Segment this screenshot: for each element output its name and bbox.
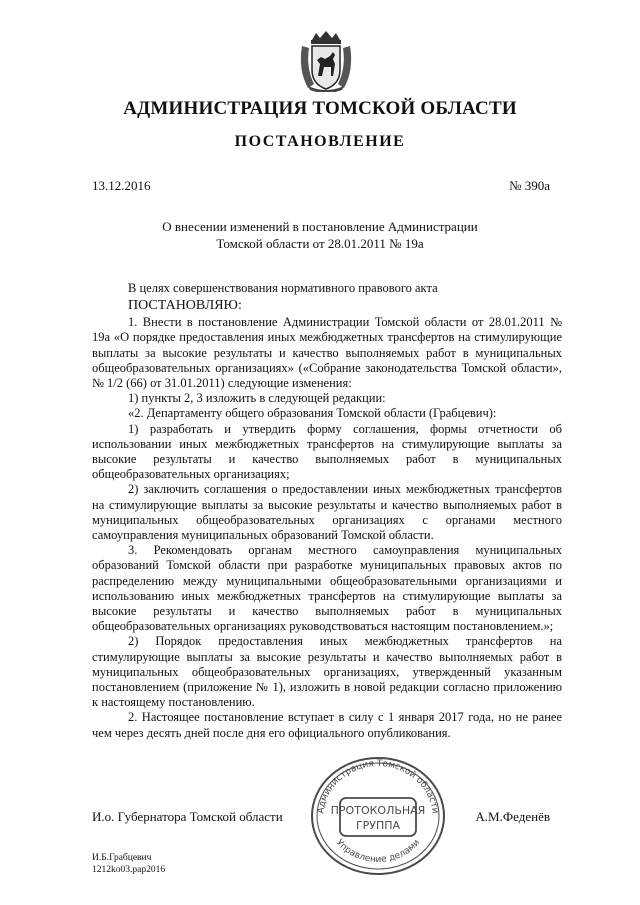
paragraph-1: 1. Внести в постановление Администрации Томской области от 28.01.2011 № 19а «О порядке предоставления иных межбюджетных трансфертов на стимулирующие выплаты за высокие результаты и качество выполняемых работ в муниципальных общеобразовательных организациях» («Собрание законодательства Томской области», № 1/2 (66) от 31.01.2011) следующие изменения: <box>92 315 562 391</box>
signatory-position: И.о. Губернатора Томской области <box>92 809 283 824</box>
decree-word: ПОСТАНОВЛЯЮ: <box>128 298 242 314</box>
tomsk-oblast-coat-of-arms-icon <box>298 30 354 92</box>
paragraph-3: «2. Департаменту общего образования Томской области (Грабцевич): <box>128 406 497 421</box>
executor-block <box>92 852 165 876</box>
document-date: 13.12.2016 <box>92 178 151 193</box>
executor-name: И.Б.Грабцевич <box>92 853 152 863</box>
paragraph-6: 3. Рекомендовать органам местного самоуправления муниципальных образований Томской области при разработке муниципальных правовых актов по распределению между муниципальными общеобразовательными организациями и использованию иных межбюджетных трансфертов на стимулирующие выплаты за высокие результаты и качество выполняемых работ в муниципальных общеобразовательных организациях руководствоваться настоящим постановлением.»; <box>92 543 562 634</box>
stamp-inner-line-2: ГРУППА <box>355 819 401 832</box>
stamp-inner-line-1: ПРОТОКОЛЬНАЯ <box>330 804 426 817</box>
paragraph-8: 2. Настоящее постановление вступает в силу с 1 января 2017 года, но не ранее чем через десять дней после дня его официального опубликования. <box>92 710 562 740</box>
intro-paragraph: В целях совершенствования нормативного правового акта <box>128 281 438 295</box>
document-body <box>92 281 562 741</box>
paragraph-4: 1) разработать и утвердить форму соглашения, формы отчетности об использовании иных межбюджетных трансфертов на стимулирующие выплаты за высокие результаты и качество выполняемых работ в муниципальных общеобразовательных организациях; <box>92 421 562 482</box>
stamp-outer-text-top: Администрация Томской области <box>316 758 440 815</box>
paragraph-7: 2) Порядок предоставления иных межбюджетных трансфертов на стимулирующие выплаты за высокие результаты и качество выполняемых работ в муниципальных общеобразовательных организациях, утвержденный указанным постановлением (приложение № 1), изложить в новой редакции согласно приложению к настоящему постановлению. <box>92 634 562 710</box>
stamp-outer-text-bottom: Управление делами <box>333 837 423 865</box>
document-type: ПОСТАНОВЛЕНИЕ <box>234 133 406 150</box>
subject-line-1: О внесении изменений в постановление Администрации <box>162 219 478 234</box>
signatory-name: А.М.Феденёв <box>475 809 550 824</box>
document-subject <box>0 218 640 252</box>
subject-line-2: Томской области от 28.01.2011 № 19а <box>216 236 424 251</box>
organization-title: АДМИНИСТРАЦИЯ ТОМСКОЙ ОБЛАСТИ <box>123 98 517 119</box>
svg-text:Управление делами <box>334 838 422 865</box>
official-stamp <box>305 752 450 877</box>
document-number: № 390а <box>509 178 550 193</box>
paragraph-2: 1) пункты 2, 3 изложить в следующей редакции: <box>128 391 386 406</box>
paragraph-5: 2) заключить соглашения о предоставлении иных межбюджетных трансфертов на стимулирующие выплаты за высокие результаты и качество выполняемых работ в муниципальных общеобразовательных организациях с органами местного самоуправления муниципальных образований Томской области. <box>92 482 562 543</box>
executor-code: 1212ko03.pap2016 <box>92 865 166 875</box>
